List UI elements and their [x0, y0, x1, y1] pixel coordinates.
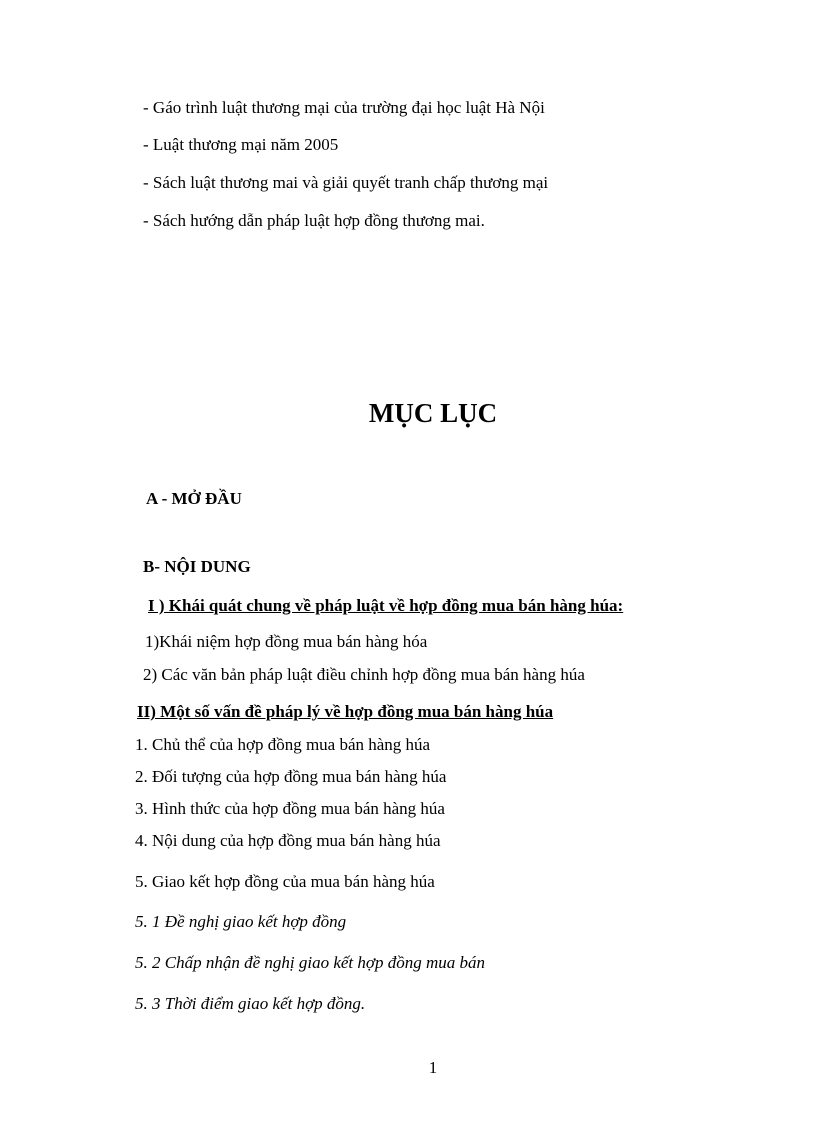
- toc-section-2-item-4: 4. Nội dung của hợp đồng mua bán hàng húa: [135, 831, 441, 850]
- toc-part-a: A - MỞ ĐẦU: [146, 489, 242, 508]
- toc-section-2-item-5: 5. Giao kết hợp đồng của mua bán hàng húa: [135, 872, 435, 891]
- toc-title: MỤC LỤC: [368, 398, 498, 428]
- toc-subitem-5-3: 5. 3 Thời điểm giao kết hợp đồng.: [135, 994, 366, 1013]
- reference-item-1: - Gáo trình luật thương mại của trường đại học luật Hà Nội: [143, 98, 545, 117]
- toc-part-b: B- NỘI DUNG: [143, 557, 251, 576]
- toc-section-2-item-3: 3. Hình thức của hợp đồng mua bán hàng húa: [135, 799, 445, 818]
- toc-section-1-item-2: 2) Các văn bản pháp luật điều chỉnh hợp đồng mua bán hàng húa: [143, 665, 585, 684]
- toc-section-2-item-1: 1. Chủ thể của hợp đồng mua bán hàng húa: [135, 735, 431, 754]
- page-number: 1: [428, 1058, 438, 1077]
- toc-section-1-item-1: 1)Khái niệm hợp đồng mua bán hàng hóa: [145, 632, 428, 651]
- reference-item-2: - Luật thương mại năm 2005: [143, 135, 339, 154]
- toc-subitem-5-1: 5. 1 Đề nghị giao kết hợp đồng: [135, 912, 347, 931]
- toc-section-2-item-2: 2. Đối tượng của hợp đồng mua bán hàng húa: [135, 767, 447, 786]
- toc-section-1-heading: I ) Khái quát chung về pháp luật về hợp đồng mua bán hàng húa:: [148, 596, 624, 615]
- reference-item-4: - Sách hướng dẫn pháp luật hợp đồng thương mai.: [143, 211, 485, 230]
- reference-item-3: - Sách luật thương mai và giải quyết tranh chấp thương mại: [143, 173, 549, 192]
- toc-section-2-heading: II) Một số vấn đề pháp lý về hợp đồng mua bán hàng húa: [137, 702, 554, 721]
- toc-subitem-5-2: 5. 2 Chấp nhận đề nghị giao kết hợp đồng mua bán: [135, 953, 485, 972]
